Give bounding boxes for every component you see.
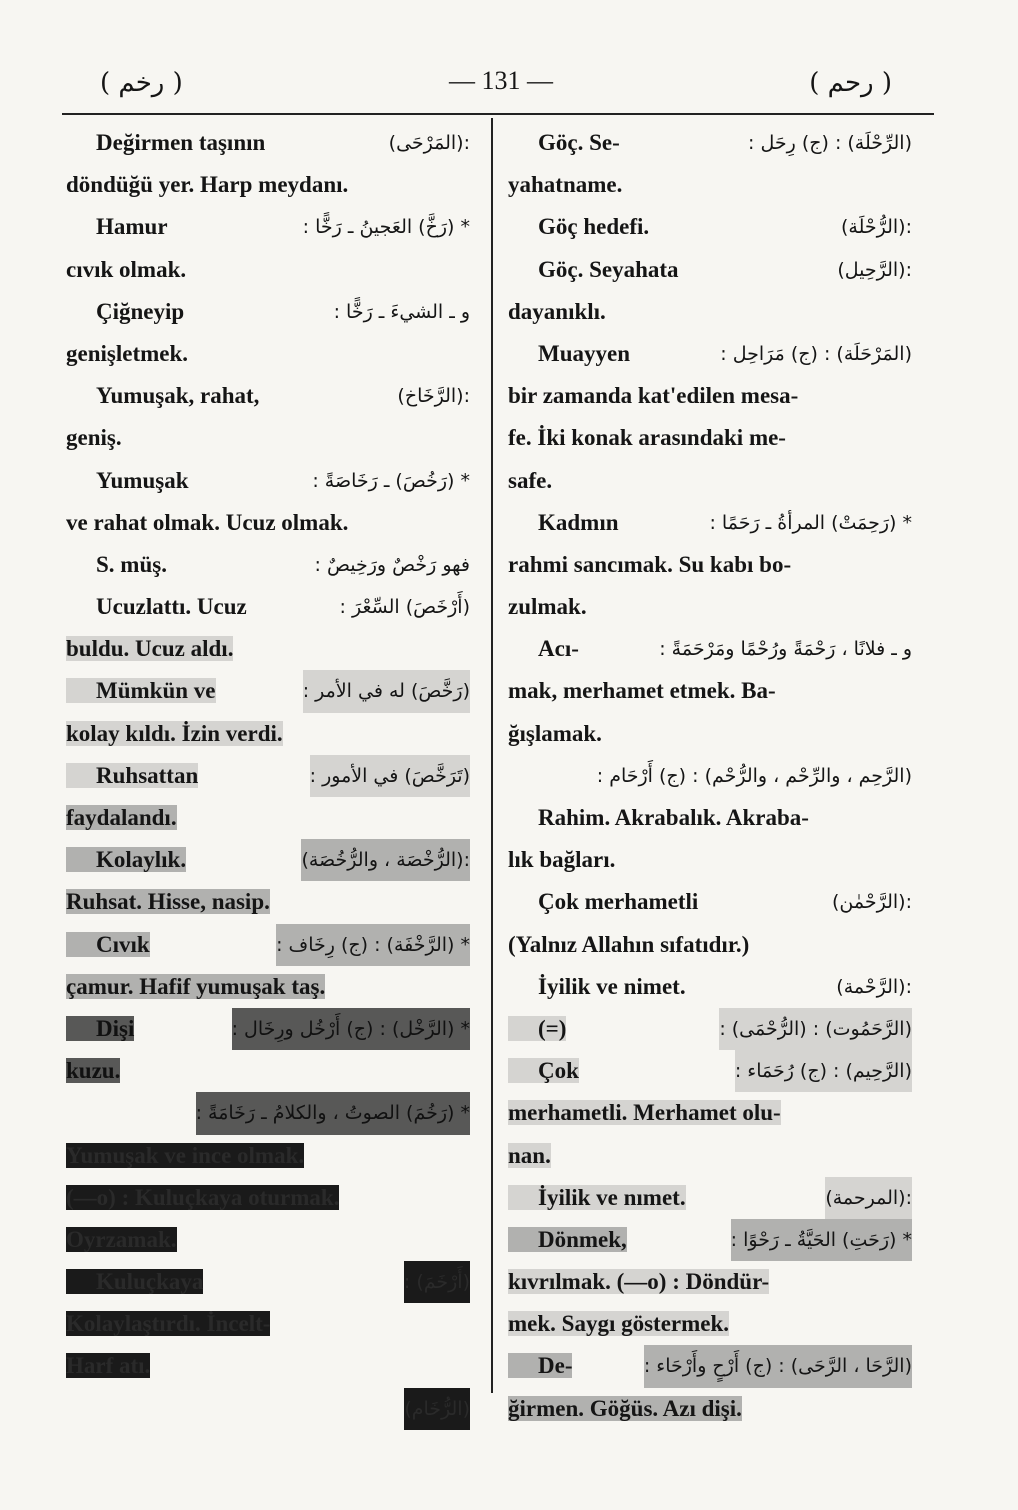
arabic-headword: :(الرُّخْصَة ، والرُّخُصَة)	[301, 839, 470, 881]
entry-text: Kolaylaştırdı. İncelt-	[66, 1311, 271, 1337]
entry-line	[508, 881, 918, 923]
entry-text: genişletmek.	[66, 340, 189, 366]
entry-line	[508, 1135, 918, 1177]
entry-line	[66, 586, 476, 628]
entry-text: buldu. Ucuz aldı.	[66, 636, 234, 662]
entry-text: ğışlamak.	[508, 720, 602, 746]
entry-text: Yumuşak, rahat,	[96, 383, 260, 409]
entry-line	[66, 460, 476, 502]
entry-line	[66, 1008, 476, 1050]
entry-text: fe. İki konak arasındaki me-	[508, 425, 786, 451]
entry-line	[66, 1261, 476, 1303]
entry-line	[508, 544, 918, 586]
entry-text: lık bağları.	[508, 847, 616, 873]
entry-text: Ruhsat. Hisse, nasip.	[66, 889, 270, 915]
entry-text: kuzu.	[66, 1058, 121, 1084]
entry-text: Kadmın	[538, 509, 619, 535]
entry-text: dayanıklı.	[508, 298, 606, 324]
entry-line	[66, 1345, 476, 1387]
entry-line	[508, 206, 918, 248]
entry-text: İyilik ve nımet.	[508, 1185, 686, 1210]
arabic-headword: (الرِّحْلَة) : (ج) رِحَل :	[748, 132, 912, 154]
right-column	[508, 122, 918, 1430]
entry-line	[508, 839, 918, 881]
entry-text: (—o) : Kuluçkaya oturmak.	[66, 1184, 340, 1210]
column-divider	[491, 118, 493, 1393]
entry-line	[66, 1219, 476, 1261]
entry-text: Acı-	[538, 636, 579, 662]
entry-line	[66, 502, 476, 544]
arabic-headword: * (رَحَتِ) الحَيَّةُ ـ رَحْوًا :	[731, 1219, 912, 1261]
entry-text: Rahim. Akrabalık. Akraba-	[538, 805, 809, 830]
entry-line	[66, 375, 476, 417]
entry-text: S. müş.	[96, 551, 167, 577]
arabic-headword: * (الرَّخْفَة) : (ج) رِخَاف :	[276, 924, 470, 966]
entry-text: döndüğü yer. Harp meydanı.	[66, 172, 349, 198]
entry-text: Çok merhametli	[538, 889, 699, 915]
arabic-headword: (الرُّخَام)	[404, 1388, 470, 1430]
entry-line	[508, 797, 918, 839]
arabic-headword: (الرَّحِم ، والرِّحْم ، والرُّحْم) : (ج) أَرْحَام :	[596, 764, 912, 787]
arabic-headword: (الرَّحِيم) : (ج) رُحَمَاء :	[735, 1050, 912, 1092]
entry-line	[508, 628, 918, 670]
entry-text: mak, merhamet etmek. Ba-	[508, 678, 776, 704]
entry-text: Muayyen	[538, 340, 630, 366]
entry-text: Göç hedefi.	[538, 214, 650, 240]
entry-line	[66, 1092, 476, 1134]
entry-text: mek. Saygı göstermek.	[508, 1311, 730, 1337]
entry-line	[66, 1135, 476, 1177]
entry-line	[508, 1177, 918, 1219]
entry-text: faydalandı.	[66, 805, 177, 830]
entry-line	[508, 460, 918, 502]
arabic-headword: * (رَخُصَ) ـ رَخَاصَةً :	[312, 469, 470, 492]
entry-line	[508, 333, 918, 375]
entry-line	[508, 670, 918, 712]
entry-text: De-	[508, 1353, 572, 1378]
entry-line	[66, 333, 476, 375]
entry-text: Çok	[508, 1058, 579, 1083]
entry-text: Kolaylık.	[66, 847, 186, 872]
entry-text: Göç. Se-	[538, 130, 620, 155]
entry-line	[508, 122, 918, 164]
entry-line	[66, 670, 476, 712]
entry-text: nan.	[508, 1142, 551, 1168]
entry-text: kıvrılmak. (—o) : Döndür-	[508, 1269, 770, 1295]
arabic-headword: * (الرَّخْل) : (ج) أَرْخُل ورِخَال :	[232, 1008, 470, 1050]
page-header	[70, 62, 932, 112]
left-column	[66, 122, 476, 1430]
entry-text: kolay kıldı. İzin verdi.	[66, 720, 283, 746]
arabic-headword: :(الرَّحْمٰن)	[832, 891, 912, 914]
entry-line	[508, 375, 918, 417]
entry-text: cıvık olmak.	[66, 256, 187, 282]
entry-line	[508, 1303, 918, 1345]
entry-line	[508, 1008, 918, 1050]
arabic-headword: :(المرحمة)	[825, 1177, 912, 1219]
entry-text: safe.	[508, 467, 553, 493]
entry-line	[508, 1092, 918, 1134]
entry-line	[508, 1261, 918, 1303]
header-rule	[62, 113, 934, 115]
entry-line	[66, 839, 476, 881]
entry-text: Kuluçkaya	[66, 1269, 203, 1294]
entry-line	[508, 586, 918, 628]
arabic-headword: * (رَحِمَتْ) المرأةُ ـ رَحَمًا :	[709, 511, 912, 534]
entry-line	[66, 628, 476, 670]
entry-line	[66, 544, 476, 586]
entry-text: ve rahat olmak. Ucuz olmak.	[66, 509, 349, 535]
entry-line	[66, 164, 476, 206]
arabic-headword: (رَخَّصَ) له في الأمر :	[303, 670, 470, 712]
entry-text: Yumuşak ve ince olmak.	[66, 1142, 305, 1168]
entry-text: Ucuzlattı. Ucuz	[96, 594, 247, 620]
entry-line	[66, 924, 476, 966]
entry-text: Cıvık	[66, 932, 150, 957]
entry-line	[508, 755, 918, 797]
arabic-headword: (الرَّحَا ، الرَّحَى) : (ج) أَرْحٍ وأَرْحَاء :	[644, 1345, 912, 1387]
entry-line	[508, 291, 918, 333]
entry-text: (Yalnız Allahın sıfatıdır.)	[508, 931, 750, 957]
arabic-headword: (أَرْخَمَ) :	[404, 1261, 470, 1303]
entry-line	[66, 249, 476, 291]
entry-line	[508, 1388, 918, 1430]
entry-text: Göç. Seyahata	[538, 256, 679, 282]
entry-text: çamur. Hafif yumuşak taş.	[66, 973, 326, 999]
arabic-headword: * (رَخَّ) العَجينُ ـ رَخًّا :	[302, 216, 470, 239]
entry-line	[66, 417, 476, 459]
arabic-headword: :(الرَّحِيل)	[837, 258, 912, 281]
header-left-root: ( رخم )	[100, 68, 183, 98]
arabic-headword: (المَرْحَلَة) : (ج) مَرَاحِل :	[720, 342, 912, 365]
entry-line	[508, 164, 918, 206]
header-right-root: ( رحم )	[809, 68, 892, 98]
entry-text: Hamur	[96, 214, 168, 240]
arabic-headword: (تَرَخَّصَ) في الأمور :	[310, 755, 470, 797]
entry-text: Harf atı.	[66, 1353, 151, 1379]
entry-line	[66, 1303, 476, 1345]
entry-text: Çiğneyip	[96, 298, 185, 324]
entry-line	[66, 966, 476, 1008]
entry-line	[66, 755, 476, 797]
entry-line	[66, 291, 476, 333]
entry-line	[508, 1050, 918, 1092]
entry-line	[66, 797, 476, 839]
entry-line	[508, 713, 918, 755]
arabic-headword: :(الرَّحْمة)	[836, 975, 912, 998]
entry-text: Dişi	[66, 1016, 134, 1041]
entry-line	[66, 881, 476, 923]
entry-text: Oyrzamak.	[66, 1226, 177, 1252]
entry-line	[66, 1050, 476, 1092]
arabic-headword: :(المَرْحَى)	[388, 132, 470, 154]
entry-text: Dönmek,	[508, 1227, 627, 1252]
entry-text: merhametli. Merhamet olu-	[508, 1100, 781, 1126]
arabic-headword: و ـ الشيءَ ـ رَخًّا :	[333, 300, 470, 323]
entry-line	[508, 966, 918, 1008]
entry-text: bir zamanda kat'edilen mesa-	[508, 383, 799, 409]
entry-text: (=)	[508, 1016, 566, 1041]
arabic-headword: (أَرْخَصَ) السِّعْرَ :	[339, 596, 470, 619]
entry-text: İyilik ve nimet.	[538, 973, 686, 999]
page-number: — 131 —	[449, 66, 553, 95]
entry-line	[66, 206, 476, 248]
entry-line	[508, 1345, 918, 1387]
entry-text: ğirmen. Göğüs. Azı dişi.	[508, 1395, 742, 1421]
entry-line	[66, 1388, 476, 1430]
entry-line	[508, 924, 918, 966]
arabic-headword: * (رَخُمَ) الصوتُ ، والكلامُ ـ رَخَامَةً :	[196, 1092, 470, 1134]
entry-text: Mümkün ve	[66, 678, 216, 703]
arabic-headword: (الرَّحَمُوت) : (الرُّحْمَى) :	[719, 1008, 912, 1050]
entry-text: Yumuşak	[96, 467, 189, 493]
entry-text: yahatname.	[508, 172, 623, 198]
entry-text: geniş.	[66, 425, 122, 451]
entry-line	[508, 502, 918, 544]
entry-line	[66, 1177, 476, 1219]
entry-line	[508, 1219, 918, 1261]
entry-text: Değirmen taşının	[96, 130, 266, 155]
entry-line	[508, 417, 918, 459]
entry-line	[508, 249, 918, 291]
entry-line	[66, 713, 476, 755]
arabic-headword: فهو رَخْصٌ ورَخِيصٌ :	[314, 553, 470, 576]
entry-text: zulmak.	[508, 594, 587, 620]
arabic-headword: :(الرَّخَاخ)	[397, 385, 470, 408]
arabic-headword: و ـ فلانًا ، رَحْمَةً ورُحْمًا ومَرْحَمَةً :	[659, 638, 912, 661]
entry-text: Ruhsattan	[66, 763, 198, 788]
arabic-headword: :(الرُّحْلَة)	[841, 216, 912, 239]
entry-text: rahmi sancımak. Su kabı bo-	[508, 551, 792, 577]
entry-line	[66, 122, 476, 164]
